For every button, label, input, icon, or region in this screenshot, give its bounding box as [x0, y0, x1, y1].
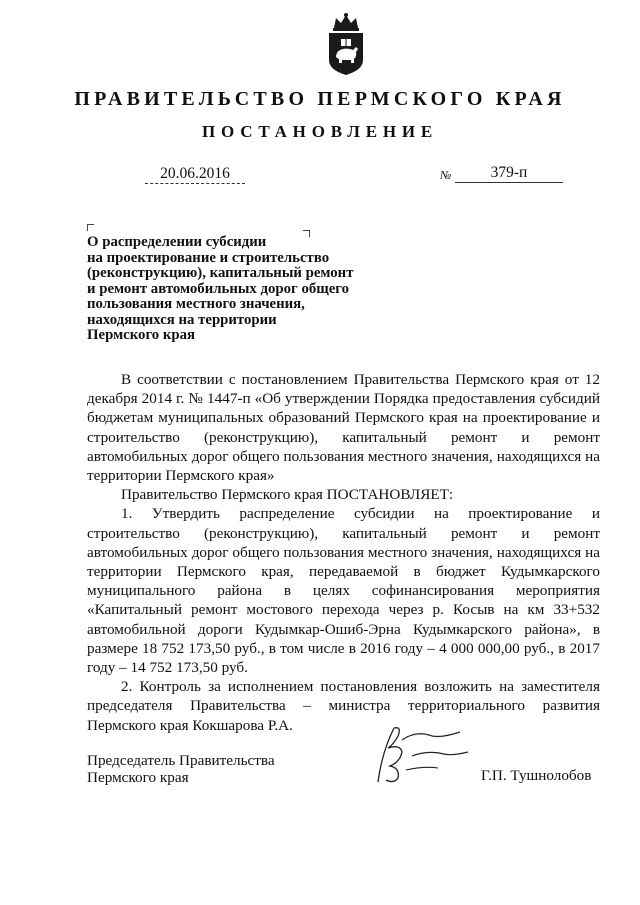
handwritten-signature-icon [372, 722, 472, 790]
position-line: Пермского края [87, 769, 189, 786]
item-2-paragraph: 2. Контроль за исполнением постановления возложить на заместителя председателя Правительства – министра территориального развития Пермского края Кокшарова Р.А. [87, 678, 600, 734]
decree-subject [87, 235, 387, 344]
subject-line: О распределении субсидии [87, 234, 267, 250]
item-1-paragraph: 1. Утвердить распределение субсидии на проектирование и строительство (реконструкцию), капитальный ремонт и ремонт автомобильных дорог общего пользования местного значения, находящихся на территории Пермского края, передаваемой в бюджет Кудымкарского муниципального района в целях софинансирования мероприятия «Капитальный ремонт мостового перехода через р. Косыв на км 33+532 автомобильной дороги Кудымкар-Ошиб-Эрна Кудымкарского района», в размере 18 752 173,50 руб., в том числе в 2016 году – 4 000 000,00 руб., в 2017 году – 14 752 173,50 руб. [87, 505, 600, 677]
number-sign: № [440, 168, 452, 182]
subject-line: Пермского края [87, 327, 196, 343]
subject-line: на проектирование и строительство [87, 249, 330, 266]
subject-line: находящихся на территории [87, 311, 277, 328]
signatory-name: Г.П. Тушнолобов [481, 767, 592, 784]
position-line: Председатель Правительства [87, 752, 275, 769]
signatory-position [87, 752, 275, 786]
government-title: ПРАВИТЕЛЬСТВО ПЕРМСКОГО КРАЯ [74, 88, 566, 110]
preamble-paragraph: В соответствии с постановлением Правительства Пермского края от 12 декабря 2014 г. № 1447-п «Об утверждении Порядка предоставления субсидий бюджетам муниципальных образований Пермского края на проектирование и строительство (реконструкцию), капитальный ремонт и ремонт автомобильных дорог общего пользования местного значения, находящихся на территории Пермского края» [87, 371, 600, 485]
subject-line: пользования местного значения, [87, 296, 305, 312]
document-type-title: ПОСТАНОВЛЕНИЕ [201, 122, 439, 141]
date-underline [145, 183, 245, 184]
decree-date: 20.06.2016 [160, 165, 230, 182]
decree-body [87, 370, 600, 735]
subject-line: и ремонт автомобильных дорог общего [87, 280, 350, 297]
subject-corner-bracket-left [87, 224, 94, 231]
decree-number: 379-п [490, 164, 528, 181]
number-underline [455, 182, 563, 183]
resolves-paragraph: Правительство Пермского края ПОСТАНОВЛЯЕТ: [121, 486, 454, 504]
coat-of-arms-emblem-icon [325, 12, 367, 76]
subject-line: (реконструкцию), капитальный ремонт [87, 265, 354, 281]
